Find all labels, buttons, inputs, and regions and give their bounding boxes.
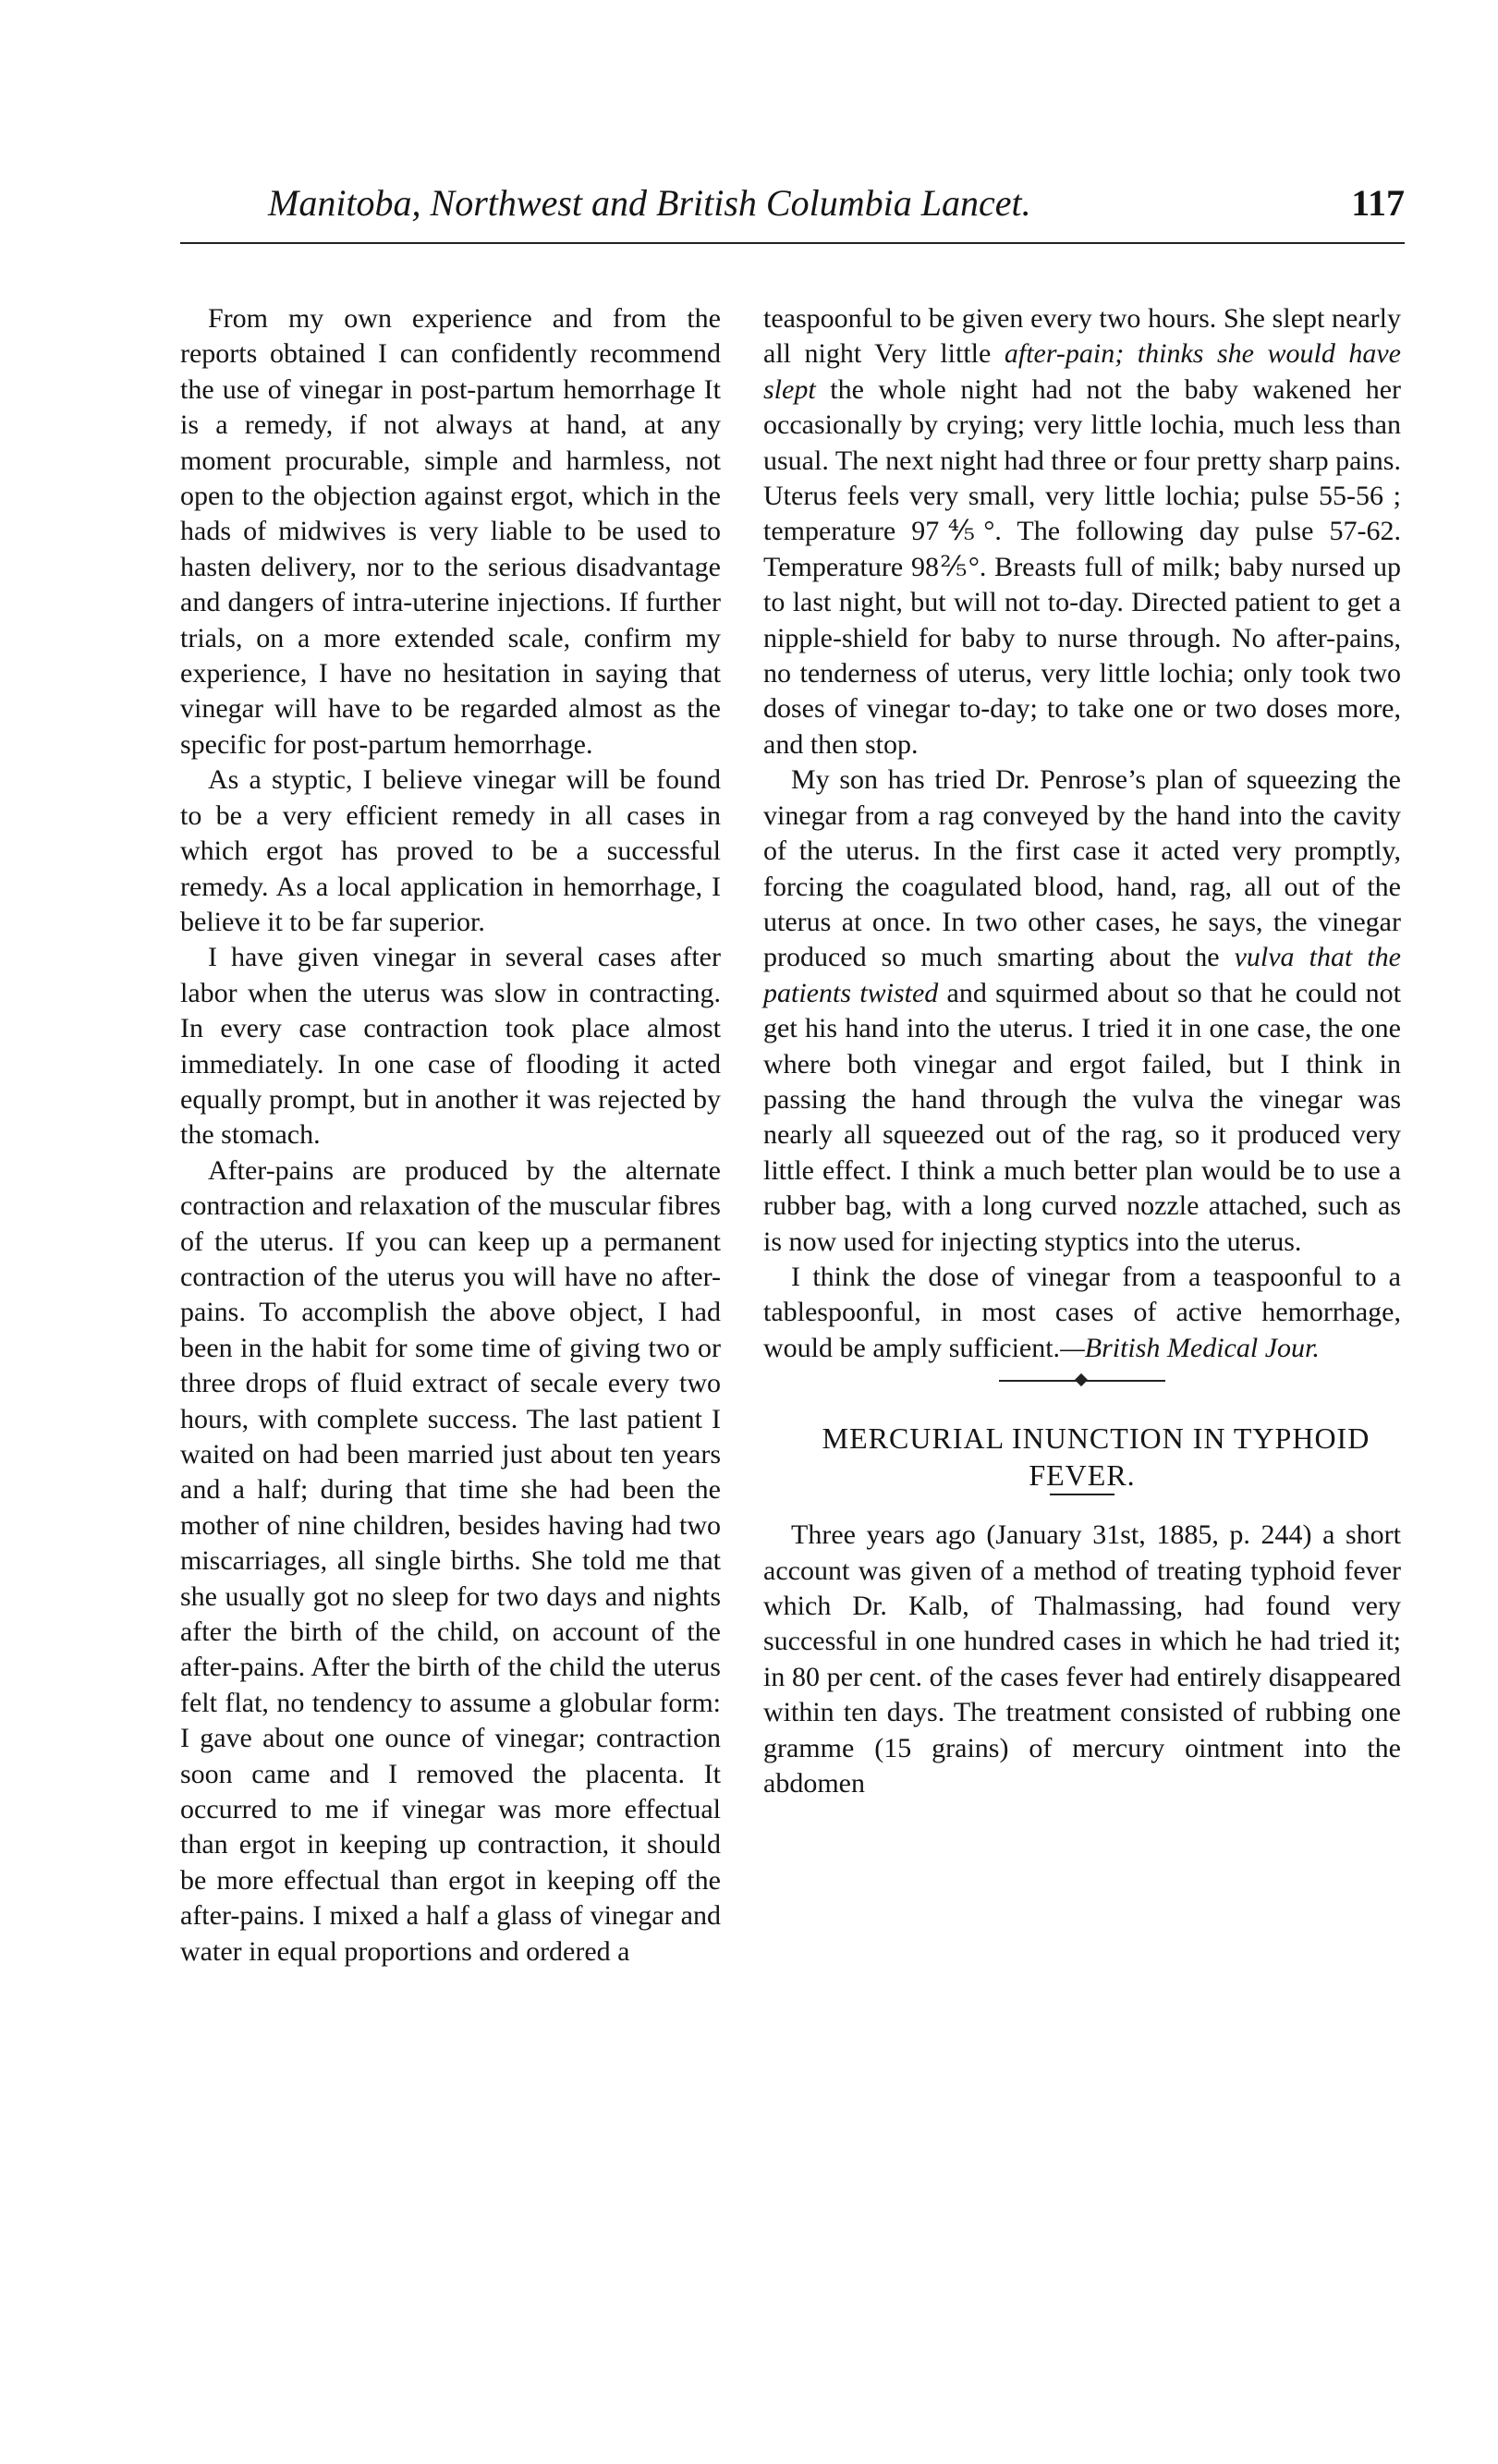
text-segment: the whole night had not the baby wakened her occasionally by crying; very little lochia, much less than usual. The next night had three or four pretty sharp pains. Uterus feels very small, very little lochia; pulse 55-56 ; temperature 97⅘°. The following day pulse 57-62. Temperature 98⅖°. Breasts full of milk; baby nursed up to last night, but will not to-day. Directed patient to get a nipple-shield for baby to nurse through. No after-pains, no tenderness of uterus, very little lochia; only took two doses of vinegar to-day; to take one or two doses more, and then stop.	[763, 373, 1401, 760]
paragraph-vinegar-recommendation: From my own experience and from the reports obtained I can confidently recommend the use of vinegar in post-partum hemorrhage It is a remedy, if not always at hand, at any moment procurable, simple and harmless, not open to the objection against ergot, which in the hads of midwives is very liable to be used to hasten delivery, nor to the serious disadvantage and dangers of intra-uterine injections. If further trials, on a more extended scale, confirm my experience, I have no hesitation in saying that vinegar will have to be regarded almost as the specific for post-partum hemorrhage.	[180, 303, 721, 760]
text-segment: teaspoonful to be given every two hours. She slept nearly all night Very little	[763, 303, 1401, 370]
right-column	[763, 301, 1401, 1801]
heading-rule	[1050, 1494, 1114, 1495]
header-rule	[180, 242, 1405, 244]
paragraph-continuation	[763, 301, 1401, 762]
citation: —British Medical Jour.	[1060, 1332, 1320, 1363]
paragraph-cases-after-labor: I have given vinegar in several cases after labor when the uterus was slow in contracting. In every case contraction took place almost immediately. In one case of flooding it acted equally prompt, but in another it was rejected by the stomach.	[180, 942, 721, 1151]
paragraph-after-pains: After-pains are produced by the alternate contraction and relaxation of the muscular fibres of the uterus. If you can keep up a permanent contraction of the uterus you will have no after-pains. To accomplish the above object, I had been in the habit for some time of giving two or three drops of fluid extract of secale every two hours, with complete success. The last patient I waited on had been married just about ten years and a half; during that time she had been the mother of nine children, besides having had two miscarriages, all single births. She told me that she usually got no sleep for two days and nights after the birth of the child, on account of the after-pains. After the birth of the child the uterus felt flat, no tendency to assume a globular form: I gave about one ounce of vinegar; contraction soon came and I removed the placenta. It occurred to me if vinegar was more effectual than ergot in keeping up contraction, it should be more effectual than ergot in keeping off the after-pains. I mixed a half a glass of vinegar and water in equal proportions and ordered a	[180, 1154, 721, 1967]
page-number: 117	[1351, 182, 1405, 224]
text-segment: and squirmed about so that he could not get his hand into the uterus. I tried it in one case, the one where both vinegar and ergot failed, but I think in passing the hand through the vulva the vinegar was nearly all squeezed out of the rag, so it produced very little effect. I think a much better plan would be to use a rubber bag, with a long curved nozzle attached, such as is now used for injecting styptics into the uterus.	[763, 977, 1402, 1257]
text-segment: My son has tried Dr. Penrose’s plan of squeezing the vinegar from a rag conveyed by the hand into the cavity of the uterus. In the first case it acted very promptly, forcing the coagulated blood, hand, rag, all out of the uterus at once. In two other cases, he says, the vinegar produced so much smarting about the	[763, 764, 1401, 973]
section-heading: MERCURIAL INUNCTION IN TYPHOID FEVER.	[822, 1421, 1370, 1493]
paragraph-typhoid-treatment: Three years ago (January 31st, 1885, p. 244) a short account was given of a method of treating typhoid fever which Dr. Kalb, of Thalmassing, had found very successful in one hundred cases in which he had tried it; in 80 per cent. of the cases fever had entirely disappeared within ten days. The treatment consisted of rubbing one gramme (15 grains) of mercury ointment into the abdomen	[763, 1519, 1401, 1799]
left-column	[180, 301, 721, 1970]
paragraph-styptic: As a styptic, I believe vinegar will be found to be a very efficient remedy in all cases in which ergot has proved to be a successful remedy. As a local application in hemorrhage, I believe it to be far superior.	[180, 764, 721, 937]
italic-text: vulva that the patients twisted	[763, 942, 1401, 1008]
text-segment: I think the dose of vinegar from a teaspoonful to a tablespoonful, in most cases of active hemorrhage, would be amply sufficient.	[763, 1261, 1401, 1363]
italic-text: after-pain; thinks she would have slept	[763, 338, 1401, 405]
section-divider-ornament	[999, 1375, 1165, 1386]
paragraph-dose	[763, 1260, 1401, 1366]
paragraph-penrose-plan	[763, 762, 1401, 1260]
running-title: Manitoba, Northwest and British Columbia Lancet.	[268, 182, 1031, 224]
